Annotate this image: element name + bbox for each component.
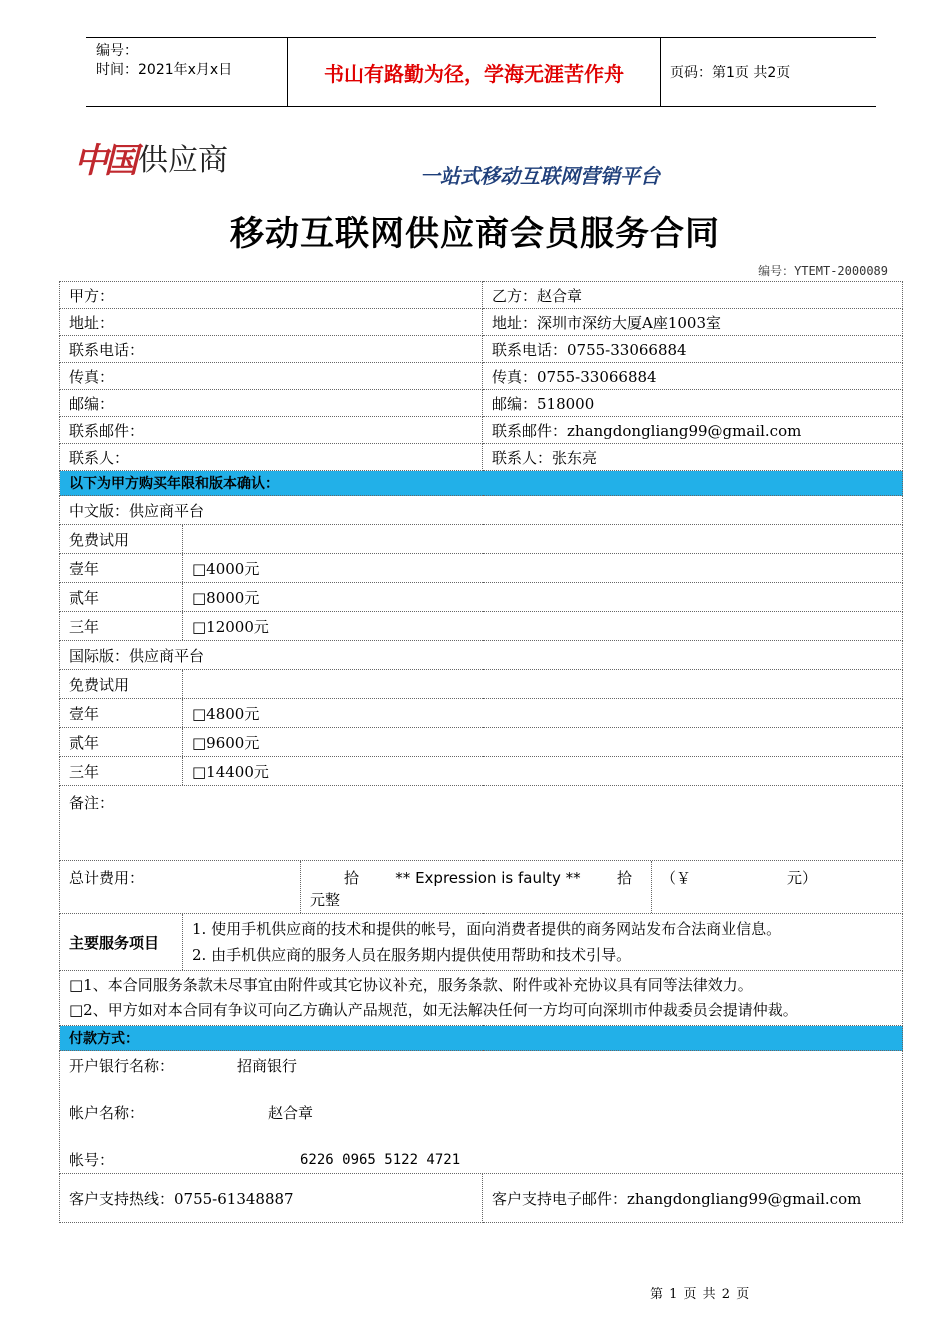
party-a-field: 邮编： xyxy=(60,390,483,417)
cn-edition-title: 中文版：供应商平台 xyxy=(60,496,903,525)
plan-price[interactable] xyxy=(183,670,903,698)
clauses xyxy=(60,971,903,1026)
account-name: 赵合章 xyxy=(268,1104,314,1122)
support-email xyxy=(483,1174,903,1223)
party-b-field: 地址：深圳市深纺大厦A座1003室 xyxy=(483,309,903,336)
total-tail: 元整 xyxy=(310,891,341,909)
party-a-field: 联系邮件： xyxy=(60,417,483,444)
services-row xyxy=(60,914,903,971)
bank-name: 招商银行 xyxy=(237,1057,298,1075)
party-b-field: 邮编：518000 xyxy=(483,390,903,417)
price-row xyxy=(60,612,903,641)
total-label: 总计费用： xyxy=(60,861,301,913)
party-b-field: 乙方：赵合章 xyxy=(483,282,903,309)
logo xyxy=(74,132,228,182)
plan-price-checkbox[interactable]: □4800元 xyxy=(192,704,260,723)
page-indicator: 页码：第1页 共2页 xyxy=(670,65,791,81)
support-hotline: 客户支持热线：0755-61348887 xyxy=(60,1174,483,1223)
total-pre: 拾 xyxy=(344,869,360,887)
plan-label: 免费试用 xyxy=(60,670,183,698)
plan-label: 三年 xyxy=(60,612,183,640)
bank-label: 开户银行名称： xyxy=(69,1057,175,1075)
price-row xyxy=(60,554,903,583)
party-a-field: 联系电话： xyxy=(60,336,483,363)
support-email-text: 客户支持电子邮件：zhangdongliang99@gmail.com xyxy=(492,1189,862,1208)
total-post: 拾 xyxy=(616,869,632,887)
edition-title-row xyxy=(60,496,903,525)
plan-price-checkbox[interactable]: □8000元 xyxy=(192,588,260,607)
clauses-row xyxy=(60,971,903,1026)
service-item: 1. 使用手机供应商的技术和提供的帐号，面向消费者提供的商务网站发布合法商业信息。 xyxy=(192,920,782,938)
document-number: 编号：YTEMT-2000089 xyxy=(758,264,888,278)
payment-details xyxy=(60,1051,903,1174)
header-meta xyxy=(96,42,286,80)
plan-label: 贰年 xyxy=(60,583,183,611)
remarks-label: 备注： xyxy=(60,786,903,861)
logo-text: 供应商 xyxy=(138,143,228,178)
contract-table xyxy=(59,281,903,1223)
party-row xyxy=(60,309,903,336)
support-row xyxy=(60,1174,903,1223)
party-b-field: 联系电话：0755-33066884 xyxy=(483,336,903,363)
yuan-close: 元） xyxy=(786,869,817,887)
plan-label: 三年 xyxy=(60,757,183,785)
account-name-label: 帐户名称： xyxy=(69,1104,145,1122)
total-amount-figure[interactable] xyxy=(652,861,903,913)
clause-checkbox[interactable]: □2、甲方如对本合同有争议可向乙方确认产品规范，如无法解决任何一方均可向深圳市仲裁委员会提请仲裁。 xyxy=(69,1001,798,1019)
account-number: 6226 0965 5122 4721 xyxy=(300,1152,461,1168)
account-no-label: 帐号： xyxy=(69,1151,115,1169)
divider xyxy=(660,38,661,106)
edition-title-row xyxy=(60,641,903,670)
party-a-field: 传真： xyxy=(60,363,483,390)
party-b-field: 联系人：张东亮 xyxy=(483,444,903,471)
price-row xyxy=(60,525,903,554)
remarks-row xyxy=(60,786,903,861)
party-row xyxy=(60,444,903,471)
plan-price-checkbox[interactable]: □12000元 xyxy=(192,617,269,636)
plan-label: 免费试用 xyxy=(60,525,183,553)
service-item: 2. 由手机供应商的服务人员在服务期内提供使用帮助和技术引导。 xyxy=(192,946,632,964)
total-expression: ** Expression is faulty ** xyxy=(395,869,581,887)
plan-label: 壹年 xyxy=(60,554,183,582)
total-row xyxy=(60,861,903,914)
party-a-field: 甲方： xyxy=(60,282,483,309)
price-row xyxy=(60,699,903,728)
services-list xyxy=(183,914,903,970)
total-amount-words[interactable] xyxy=(301,861,652,913)
party-row xyxy=(60,282,903,309)
party-row xyxy=(60,363,903,390)
intl-edition-title: 国际版：供应商平台 xyxy=(60,641,903,670)
party-b-field: 传真：0755-33066884 xyxy=(483,363,903,390)
plan-label: 壹年 xyxy=(60,699,183,727)
purchase-header: 以下为甲方购买年限和版本确认： xyxy=(60,471,903,496)
services-label: 主要服务项目 xyxy=(60,914,183,970)
number-label: 编号： xyxy=(96,43,138,59)
party-row xyxy=(60,336,903,363)
time-label: 时间：2021年x月x日 xyxy=(96,62,233,78)
plan-label: 贰年 xyxy=(60,728,183,756)
payment-header: 付款方式： xyxy=(60,1026,903,1051)
section-header xyxy=(60,1026,903,1051)
price-row xyxy=(60,670,903,699)
plan-price-checkbox[interactable]: □4000元 xyxy=(192,559,260,578)
party-a-field: 联系人： xyxy=(60,444,483,471)
price-row xyxy=(60,583,903,612)
section-header xyxy=(60,471,903,496)
page-title: 移动互联网供应商会员服务合同 xyxy=(230,214,720,254)
party-a-field: 地址： xyxy=(60,309,483,336)
yen-open: （￥ xyxy=(661,869,692,887)
payment-row xyxy=(60,1051,903,1174)
price-row xyxy=(60,728,903,757)
motto: 书山有路勤为径，学海无涯苦作舟 xyxy=(324,62,624,86)
page-header xyxy=(86,37,876,107)
page-footer: 第 1 页 共 2 页 xyxy=(650,1287,751,1302)
logo-mark: 中国 xyxy=(74,140,134,181)
party-row xyxy=(60,417,903,444)
party-b-field: 联系邮件：zhangdongliang99@gmail.com xyxy=(483,417,903,444)
slogan: 一站式移动互联网营销平台 xyxy=(420,164,660,188)
clause-checkbox[interactable]: □1、本合同服务条款未尽事宜由附件或其它协议补充，服务条款、附件或补充协议具有同等法律效力。 xyxy=(69,976,753,994)
plan-price-checkbox[interactable]: □14400元 xyxy=(192,762,269,781)
plan-price[interactable] xyxy=(183,525,903,553)
party-row xyxy=(60,390,903,417)
price-row xyxy=(60,757,903,786)
plan-price-checkbox[interactable]: □9600元 xyxy=(192,733,260,752)
